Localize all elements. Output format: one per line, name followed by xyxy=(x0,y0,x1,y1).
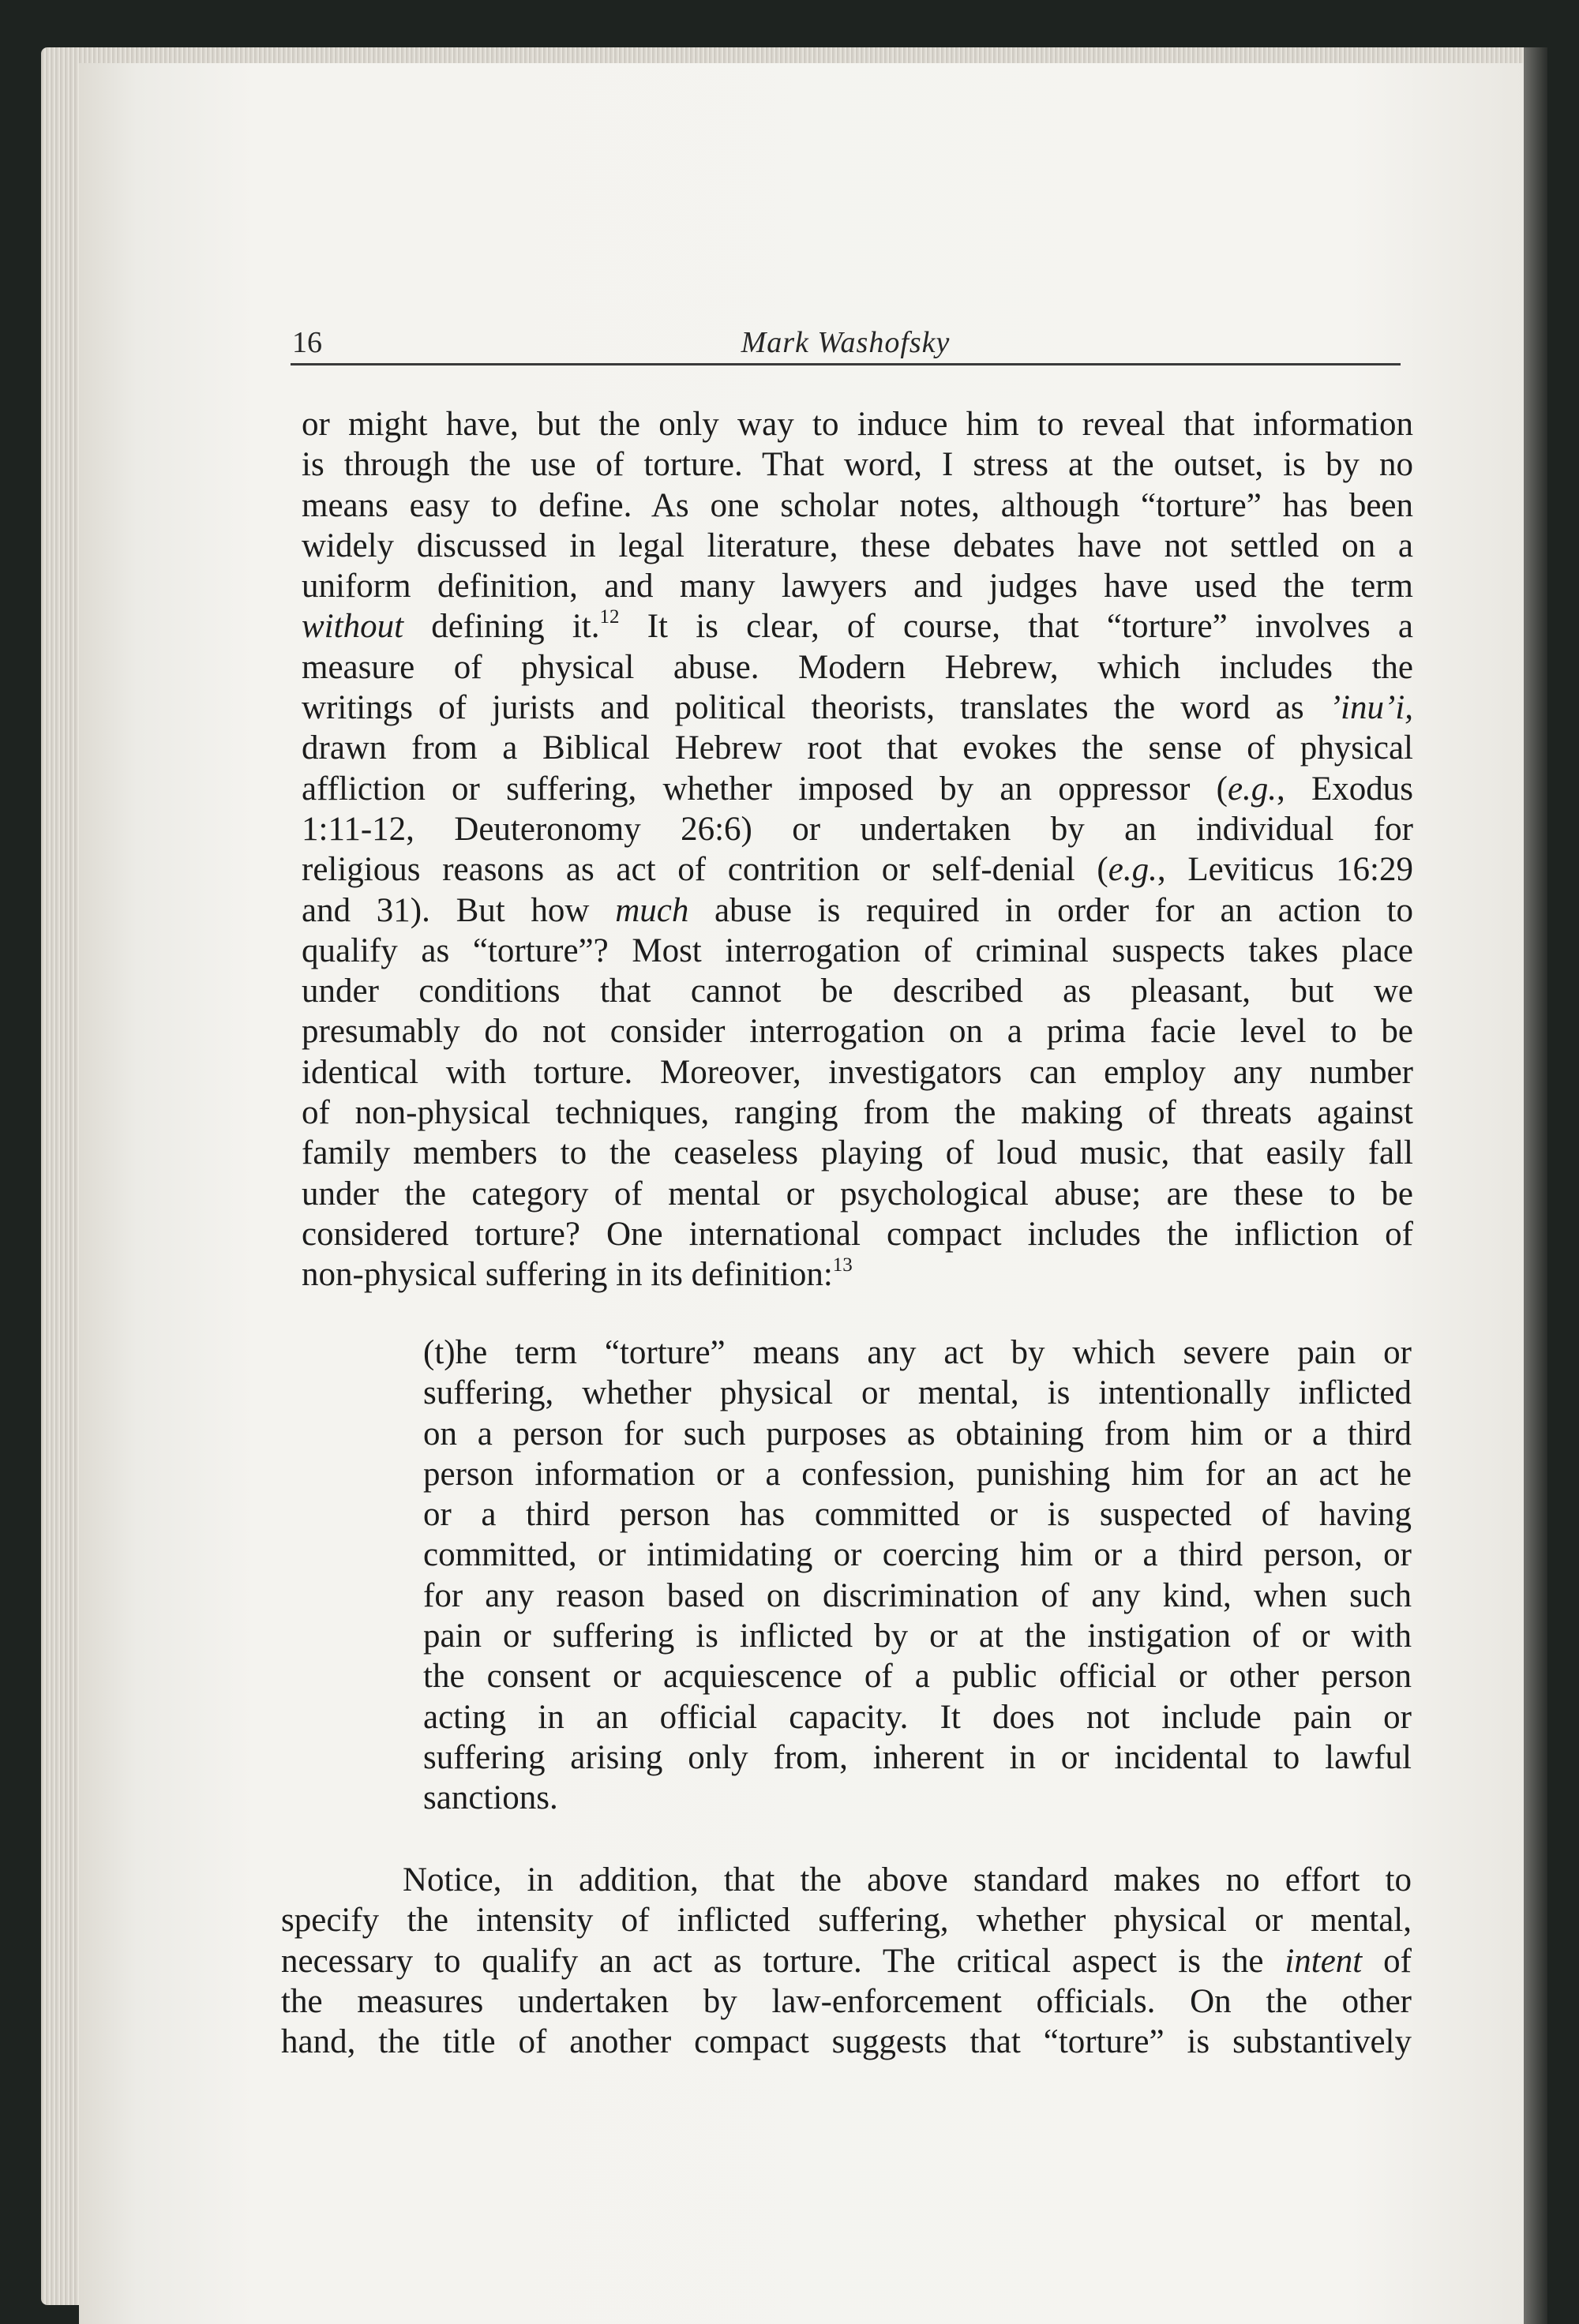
footnote-marker: 13 xyxy=(832,1254,853,1276)
text-line: Notice, in addition, that the above standard makes no effort to xyxy=(403,1861,1412,1899)
text-line: affliction or suffering, whether imposed by an oppressor (e.g., Exodus xyxy=(302,770,1414,808)
text-line: under the category of mental or psychological abuse; are these to be xyxy=(302,1175,1413,1213)
body-paragraph xyxy=(302,404,1413,1295)
text-line: the measures undertaken by law-enforcement officials. On the other xyxy=(281,1982,1412,2020)
text-line: means easy to define. As one scholar notes, although “torture” has been xyxy=(302,486,1413,524)
text-line: or might have, but the only way to induce him to reveal that information xyxy=(302,406,1413,443)
text-line: considered torture? One international compact includes the infliction of xyxy=(302,1215,1413,1253)
text-line: specify the intensity of inflicted suffering, whether physical or mental, xyxy=(281,1902,1412,1940)
text-line: uniform definition, and many lawyers and judges have used the term xyxy=(302,568,1413,605)
quote-line: for any reason based on discrimination of any kind, when such xyxy=(423,1576,1412,1614)
quote-line: sanctions. xyxy=(423,1779,558,1817)
binding-shadow xyxy=(1524,47,1547,2324)
text-line: widely discussed in legal literature, these debates have not settled on a xyxy=(302,527,1413,564)
block-quote xyxy=(423,1333,1412,1819)
text-line: of non-physical techniques, ranging from the making of threats against xyxy=(302,1094,1413,1132)
quote-line: suffering, whether physical or mental, is intentionally inflicted xyxy=(423,1374,1412,1412)
text-line: is through the use of torture. That word, I stress at the outset, is by no xyxy=(302,446,1413,484)
text-line: qualify as “torture”? Most interrogation of criminal suspects takes place xyxy=(302,931,1413,969)
running-head-author: Mark Washofsky xyxy=(741,326,951,359)
text-line: and 31). But how much abuse is required in order for an action to xyxy=(302,891,1413,929)
quote-line: acting in an official capacity. It does not include pain or xyxy=(423,1698,1412,1736)
italic-term: e.g. xyxy=(1227,770,1277,808)
quote-line: suffering arising only from, inherent in or incidental to lawful xyxy=(423,1738,1412,1776)
text-line: necessary to qualify an act as torture. The critical aspect is the intent of xyxy=(281,1942,1412,1980)
quote-line: or a third person has committed or is suspected of having xyxy=(423,1496,1412,1534)
quote-line: committed, or intimidating or coercing him or a third person, or xyxy=(423,1536,1412,1574)
italic-term: ’inu’i, xyxy=(1329,689,1413,727)
quote-line: on a person for such purposes as obtaining from him or a third xyxy=(423,1415,1412,1452)
text-line: drawn from a Biblical Hebrew root that evokes the sense of physical xyxy=(302,729,1413,767)
text-line: presumably do not consider interrogation on a prima facie level to be xyxy=(302,1013,1413,1051)
italic-term: much xyxy=(615,891,689,929)
text-line: religious reasons as act of contrition or self-denial (e.g., Leviticus 16:29 xyxy=(302,851,1413,889)
text-line: under conditions that cannot be described as pleasant, but we xyxy=(302,973,1413,1010)
italic-term: intent xyxy=(1285,1942,1363,1980)
notice-paragraph xyxy=(281,1860,1412,2062)
quote-line: the consent or acquiescence of a public official or other person xyxy=(423,1658,1412,1696)
text-line: 1:11-12, Deuteronomy 26:6) or undertaken by an individual for xyxy=(302,810,1413,848)
text-line: hand, the title of another compact suggests that “torture” is substantively xyxy=(281,2023,1412,2061)
text-line: identical with torture. Moreover, investigators can employ any number xyxy=(302,1053,1413,1091)
text-line: family members to the ceaseless playing of loud music, that easily fall xyxy=(302,1134,1413,1172)
page-number: 16 xyxy=(292,326,322,359)
quote-line: (t)he term “torture” means any act by which severe pain or xyxy=(423,1334,1412,1371)
running-header xyxy=(291,322,1401,365)
text-line: non-physical suffering in its definition:$^{13}$ xyxy=(302,1254,853,1294)
quote-line: person information or a confession, punishing him for an act he xyxy=(423,1455,1412,1493)
italic-term: without xyxy=(302,608,404,646)
text-line: writings of jurists and political theorists, translates the word as ’inu’i, xyxy=(302,689,1413,727)
footnote-marker: 12 xyxy=(599,606,620,628)
quote-line: pain or suffering is inflicted by or at the instigation of or with xyxy=(423,1617,1412,1655)
text-line: without defining it.$^{12}$ It is clear, of course, that “torture” involves a xyxy=(302,606,1413,646)
text-line: measure of physical abuse. Modern Hebrew, which includes the xyxy=(302,648,1413,686)
italic-term: e.g. xyxy=(1108,851,1157,889)
